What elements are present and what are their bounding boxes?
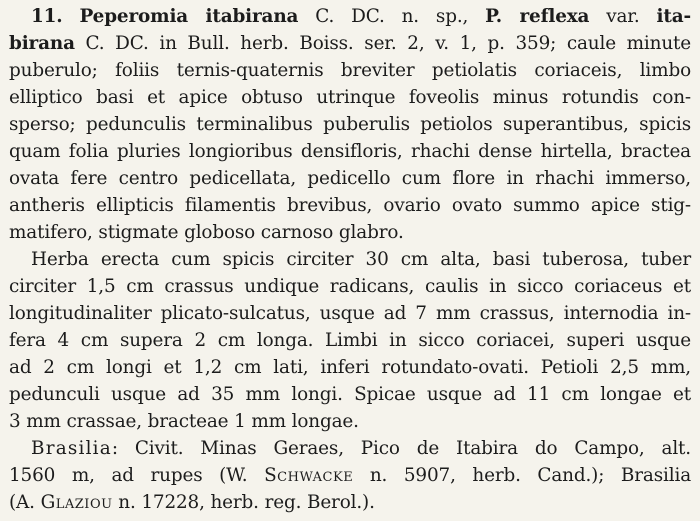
synonym-name: P. reflexa <box>485 6 590 27</box>
species-number: 11. <box>31 6 63 27</box>
synonym-epithet-part1: ita- <box>656 6 691 27</box>
text-line: quam folia pluries longioribus densifloris, rhachi dense hirtella, bractea <box>9 141 691 162</box>
synonym-epithet-part2: birana <box>9 33 75 54</box>
text-line: elliptico basi et apice obtuso utrinque foveolis minus rotundis con- <box>9 87 691 108</box>
text-line: 3 mm crassae, bracteae 1 mm longae. <box>9 411 359 432</box>
synonym-rank: var. <box>589 6 657 27</box>
text-line: Herba erecta cum spicis circiter 30 cm alta, basi tuberosa, tuber <box>31 249 691 270</box>
text-line: circiter 1,5 cm crassus undique radicans, caulis in sicco coriaceus et <box>9 276 691 297</box>
text-line: antheris ellipticis filamentis brevibus, ovario ovato summo apice stig- <box>9 195 691 216</box>
text-line <box>9 32 691 56</box>
collection-text: 1560 m, ad rupes (W. <box>9 465 265 486</box>
collection-text: n. 5907, herb. Cand.); Brasilia <box>353 465 692 486</box>
text-line: matifero, stigmate globoso carnoso glabro. <box>9 222 404 243</box>
locality-text: : Civit. Minas Geraes, Pico de Itabira do Campo, alt. <box>111 438 691 459</box>
collector-name: Glaziou <box>40 492 113 513</box>
text-line: ad 2 cm longi et 1,2 cm lati, inferi rotundato-ovati. Petioli 2,5 mm, <box>9 357 691 378</box>
text-line: sperso; pedunculis terminalibus puberulis petiolos superantibus, spicis <box>9 114 691 135</box>
locality-line <box>31 437 691 461</box>
text-line: pedunculi usque ad 35 mm longi. Spicae usque ad 11 cm longae et <box>9 384 691 405</box>
text-line: fera 4 cm supera 2 cm longa. Limbi in sicco coriacei, superi usque <box>9 330 691 351</box>
text-line: ovata fere centro pedicellata, pedicello cum flore in rhachi immerso, <box>9 168 691 189</box>
country-name: Brasilia <box>31 438 112 459</box>
collector-name: Schwacke <box>264 465 354 486</box>
text-line <box>9 491 691 515</box>
citation-text: C. DC. in Bull. herb. Boiss. ser. 2, v. 1, p. 359; caule minute <box>74 33 691 54</box>
collection-text: (A. <box>9 492 41 513</box>
text-line: longitudinaliter plicato-sulcatus, usque ad 7 mm crassus, internodia in- <box>9 303 691 324</box>
species-name: Peperomia itabirana <box>79 6 299 27</box>
text-line <box>9 464 691 488</box>
species-authority: C. DC. n. sp., <box>298 6 486 27</box>
species-heading-line <box>31 5 691 29</box>
text-line: puberulo; foliis ternis-quaternis breviter petiolatis coriaceis, limbo <box>9 60 691 81</box>
collection-text: n. 17228, herb. reg. Berol.). <box>112 492 375 513</box>
